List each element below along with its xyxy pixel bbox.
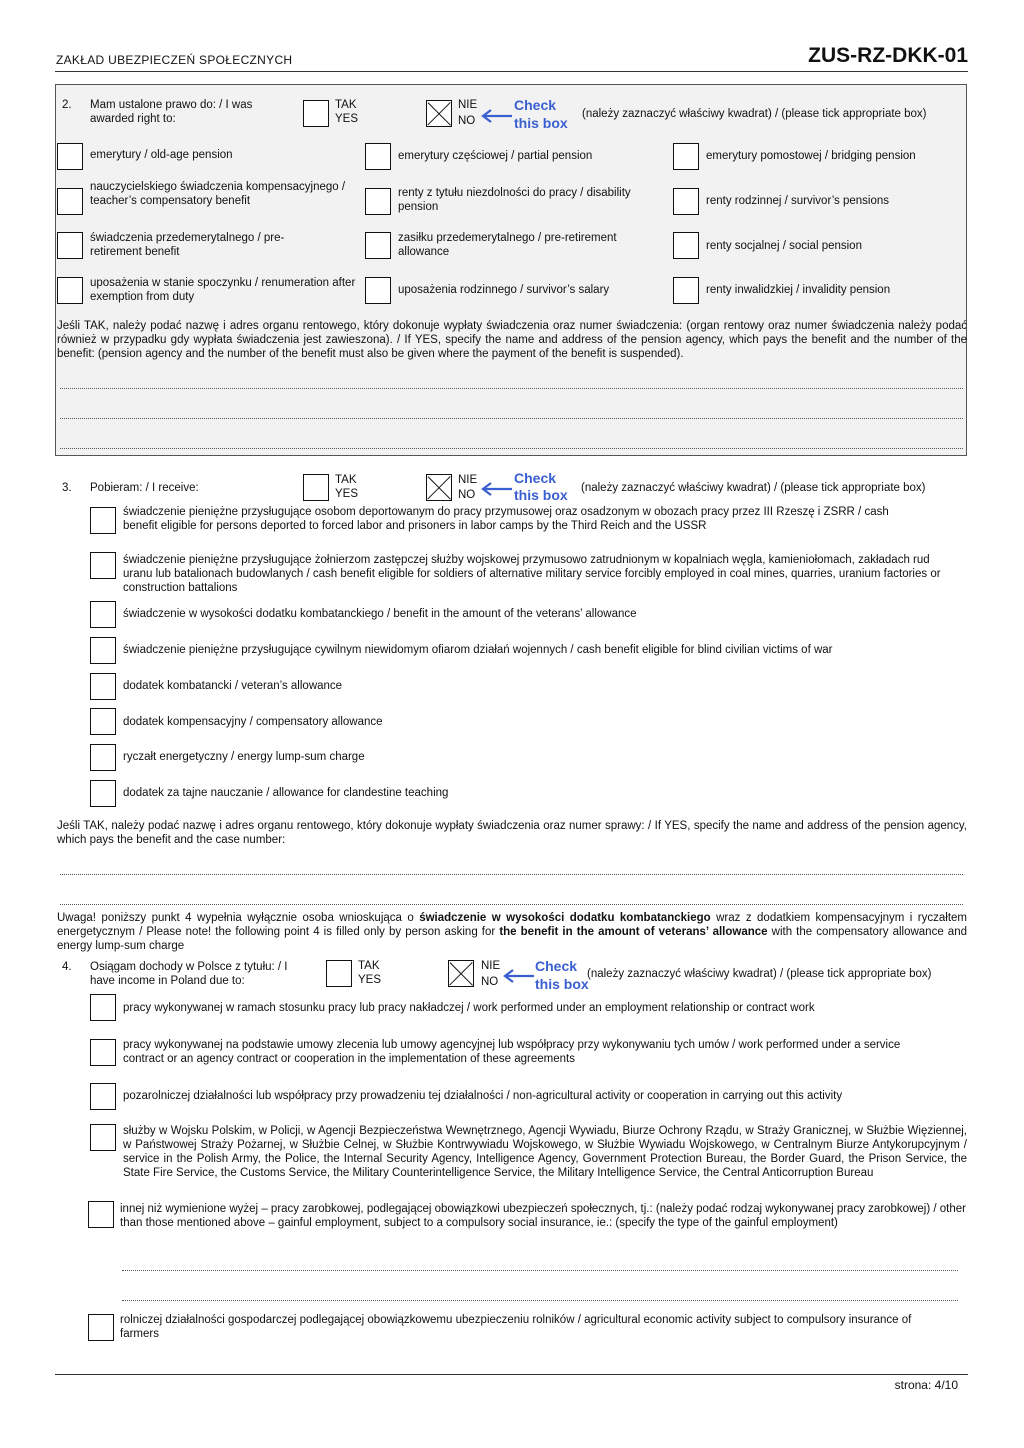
section-4-question: Osiągam dochody w Polsce z tytułu: / I have income in Poland due to: <box>90 961 288 987</box>
option-survivors-salary-label: uposażenia rodzinnego / survivor’s salary <box>398 284 610 296</box>
section-4-yes-checkbox[interactable] <box>326 960 352 987</box>
page-number: strona: 4/10 <box>894 1378 958 1392</box>
section-4-check-hint-line1: Check <box>535 958 578 974</box>
option-uniformed-service-checkbox[interactable] <box>90 1124 116 1151</box>
option-alternative-military-service-label: świadczenie pieniężne przysługujące żołnierzom zastępczej służby wojskowej przymusowo zatrudnionym w kopalniach węgla, kamieniołomach, zakładach rud uranu lub batalionach budowlanych / cash benefit eligible for soldiers of alternative military service forcibly employed in coal mines, quarries, uranium factories or construction battalions <box>123 554 941 594</box>
warning-bold-1: świadczenie w wysokości dodatku kombatanckiego <box>419 912 711 924</box>
option-survivors-pensions-label: renty rodzinnej / survivor’s pensions <box>706 195 890 207</box>
section-3-question: Pobieram: / I receive: <box>90 482 199 494</box>
option-pre-retirement-allowance-label: zasiłku przedemerytalnego / pre-retirement allowance <box>398 232 617 258</box>
option-bridging-pension-label: emerytury pomostowej / bridging pension <box>706 150 916 162</box>
option-survivors-pensions-checkbox[interactable] <box>673 188 699 215</box>
option-survivors-salary-checkbox[interactable] <box>365 277 391 304</box>
option-deported-forced-labor-label: świadczenie pieniężne przysługujące osobom deportowanym do pracy przymusowej oraz osadzonym w obozach pracy przez III Rzeszę i ZSRR / cash benefit eligible for persons deported to forced labor and prisoners in labor camps by the Third Reich and the USSR <box>123 506 889 532</box>
option-employment-relationship-checkbox[interactable] <box>90 994 116 1021</box>
form-code: ZUS-RZ-DKK-01 <box>808 44 968 67</box>
section-2-no-checkbox[interactable] <box>426 100 452 127</box>
section-4-yes-label: TAK YES <box>358 960 382 986</box>
section-2-hint: (należy zaznaczyć właściwy kwadrat) / (please tick appropriate box) <box>582 108 927 120</box>
option-blind-civilian-victims-label: świadczenie pieniężne przysługujące cywilnym niewidomym ofiarom działań wojennych / cash benefit eligible for blind civilian victims of war <box>123 644 833 656</box>
option-uniformed-service-label: służby w Wojsku Polskim, w Policji, w Agencji Bezpieczeństwa Wewnętrznego, Agencji Wywiadu, Biurze Ochrony Rządu, w Straży Granicznej, w Służbie Więziennej, w Państwowej Straży Pożarnej, w Służbie Celnej, w Służbie Kontrwywiadu Wojskowego, w Służbie Wywiadu Wojskowego, w Centralnym Biurze Antykorupcyjnym / service in the Polish Army, the Police, the Internal Security Agency, Intelligence Agency, Government Protection Bureau, the Border Guard, the Prison Service, the State Fire Service, the Customs Service, the Military Counterintelligence Service, the Military Intelligence Service, the Central Anticorruption Bureau <box>123 1125 967 1179</box>
section-3-note: Jeśli TAK, należy podać nazwę i adres organu rentowego, który dokonuje wypłaty świadczenia oraz numer sprawy: / If YES, specify the name and address of the pension agency, which pays the benefit and the case number: <box>57 820 967 846</box>
arrow-left-icon <box>502 968 536 984</box>
option-partial-pension-checkbox[interactable] <box>365 143 391 170</box>
option-veterans-allowance-label: dodatek kombatancki / veteran’s allowance <box>123 680 343 692</box>
option-energy-lump-sum-label: ryczałt energetyczny / energy lump-sum charge <box>123 751 365 763</box>
warning-bold-2: the benefit in the amount of veterans’ allowance <box>499 926 768 938</box>
warning-text-part3: with the compensatory allowance and energy lump-sum charge <box>57 926 967 952</box>
option-social-pension-label: renty socjalnej / social pension <box>706 240 862 252</box>
section-4-no-label-en: NO <box>481 976 499 988</box>
arrow-left-icon <box>480 108 514 124</box>
option-alternative-military-service-checkbox[interactable] <box>90 552 116 579</box>
section-3-answer-line-2[interactable] <box>60 904 963 905</box>
section-3-no-label-en: NO <box>458 489 476 501</box>
section-3-hint: (należy zaznaczyć właściwy kwadrat) / (please tick appropriate box) <box>581 482 926 494</box>
institution-name: ZAKŁAD UBEZPIECZEŃ SPOŁECZNYCH <box>56 53 293 67</box>
option-partial-pension-label: emerytury częściowej / partial pension <box>398 150 593 162</box>
section-4-number: 4. <box>62 961 72 973</box>
option-invalidity-pension-checkbox[interactable] <box>673 277 699 304</box>
option-pre-retirement-benefit-label: świadczenia przedemerytalnego / pre-retirement benefit <box>90 232 285 258</box>
section-3-check-hint-line2: this box <box>514 487 568 503</box>
option-old-age-pension-label: emerytury / old-age pension <box>90 149 233 161</box>
section-2-no-label-en: NO <box>458 115 476 127</box>
section-2-box <box>55 84 967 456</box>
section-4-no-label-pl: NIE <box>481 960 501 972</box>
option-compensatory-allowance-label: dodatek kompensacyjny / compensatory allowance <box>123 716 383 728</box>
section-3-yes-label: TAK YES <box>335 474 359 500</box>
option-agricultural-activity-checkbox[interactable] <box>88 1314 114 1341</box>
option-non-agricultural-activity-label: pozarolniczej działalności lub współpracy przy prowadzeniu tej działalności / non-agricultural activity or cooperation in carrying out this activity <box>123 1090 843 1102</box>
option-pre-retirement-allowance-checkbox[interactable] <box>365 232 391 259</box>
footer-rule <box>55 1374 968 1375</box>
option-deported-forced-labor-checkbox[interactable] <box>90 507 116 534</box>
option-veterans-allowance-checkbox[interactable] <box>90 673 116 700</box>
section-2-question: Mam ustalone prawo do: / I was awarded right to: <box>90 99 253 125</box>
option-old-age-pension-checkbox[interactable] <box>57 143 83 170</box>
option-pre-retirement-benefit-checkbox[interactable] <box>57 232 83 259</box>
section-3-no-checkbox[interactable] <box>426 474 452 501</box>
option-compensatory-allowance-checkbox[interactable] <box>90 708 116 735</box>
option-other-gainful-employment-label: innej niż wymienione wyżej – pracy zarobkowej, podlegającej obowiązkowi ubezpieczeń społecznych, tj.: (należy podać rodzaj wykonywanej pracy zarobkowej) / other than those mentioned above – gainful employment, subject to a compulsory social insurance, ie.: (specify the type of the gainful employment) <box>120 1203 966 1229</box>
option-teacher-compensatory-checkbox[interactable] <box>57 188 83 215</box>
option-employment-relationship-label: pracy wykonywanej w ramach stosunku pracy lub pracy nakładczej / work performed under an employment relationship or contract work <box>123 1002 815 1014</box>
option-social-pension-checkbox[interactable] <box>673 232 699 259</box>
option-clandestine-teaching-checkbox[interactable] <box>90 780 116 807</box>
option-bridging-pension-checkbox[interactable] <box>673 143 699 170</box>
option-service-contract-label: pracy wykonywanej na podstawie umowy zlecenia lub umowy agencyjnej lub współpracy przy wykonywaniu tych umów / work performed under a service contract or an agency contract or cooperation in the implementation of these agreements <box>123 1039 901 1065</box>
option-veterans-allowance-benefit-label: świadczenie w wysokości dodatku kombatanckiego / benefit in the amount of the veterans’ allowance <box>123 608 637 620</box>
section-4-check-hint-line2: this box <box>535 976 589 992</box>
section-3-no-label-pl: NIE <box>458 474 478 486</box>
section-3-number: 3. <box>62 482 72 494</box>
header-rule <box>55 71 968 72</box>
section-4-warning <box>57 911 967 953</box>
warning-text-part1: Uwaga! poniższy punkt 4 wypełnia wyłącznie osoba wnioskująca o <box>57 912 420 924</box>
section-2-note: Jeśli TAK, należy podać nazwę i adres organu rentowego, który dokonuje wypłaty świadczenia oraz numer świadczenia: (organ rentowy oraz numer świadczenia należy podać również w przypadku gdy wypłata świadczenia jest zawieszona). / If YES, specify the name and address of the pension agency, which pays the benefit and the number of the benefit: (pension agency and the number of the benefit must also be given where the payment of the benefit is suspended). <box>57 320 967 360</box>
section-3-answer-line-1[interactable] <box>60 874 963 875</box>
section-3-yes-checkbox[interactable] <box>303 474 329 501</box>
section-2-yes-label: TAK YES <box>335 99 359 125</box>
warning-text-part2: wraz z dodatkiem kompensacyjnym i ryczałtem energetycznym / Please note! the following point 4 is filled only by person asking for <box>57 912 967 938</box>
option-disability-pension-checkbox[interactable] <box>365 188 391 215</box>
section-4-no-checkbox[interactable] <box>448 960 474 987</box>
option-renumeration-checkbox[interactable] <box>57 277 83 304</box>
option-teacher-compensatory-label: nauczycielskiego świadczenia kompensacyjnego / teacher’s compensatory benefit <box>90 181 346 207</box>
section-3-check-hint-line1: Check <box>514 470 557 486</box>
section-2-no-label-pl: NIE <box>458 99 478 111</box>
option-disability-pension-label: renty z tytułu niezdolności do pracy / disability pension <box>398 187 631 213</box>
option-blind-civilian-victims-checkbox[interactable] <box>90 637 116 664</box>
option-veterans-allowance-benefit-checkbox[interactable] <box>90 601 116 628</box>
other-employment-answer-line-1[interactable] <box>122 1270 958 1271</box>
section-2-number: 2. <box>62 99 72 111</box>
option-non-agricultural-activity-checkbox[interactable] <box>90 1083 116 1110</box>
option-clandestine-teaching-label: dodatek za tajne nauczanie / allowance for clandestine teaching <box>123 787 449 799</box>
section-2-check-hint-line2: this box <box>514 115 568 131</box>
arrow-left-icon <box>480 481 514 497</box>
section-2-yes-checkbox[interactable] <box>303 100 329 127</box>
section-2-answer-line-1[interactable] <box>60 388 963 389</box>
option-energy-lump-sum-checkbox[interactable] <box>90 744 116 771</box>
section-4-hint: (należy zaznaczyć właściwy kwadrat) / (please tick appropriate box) <box>587 968 932 980</box>
section-2-answer-line-3[interactable] <box>60 448 963 449</box>
option-service-contract-checkbox[interactable] <box>90 1039 116 1066</box>
option-other-gainful-employment-checkbox[interactable] <box>88 1201 114 1228</box>
other-employment-answer-line-2[interactable] <box>122 1300 958 1301</box>
section-2-check-hint-line1: Check <box>514 97 557 113</box>
option-agricultural-activity-label: rolniczej działalności gospodarczej podlegającej obowiązkowemu ubezpieczeniu rolników / agricultural economic activity subject to compulsory insurance of farmers <box>120 1314 912 1340</box>
option-renumeration-label: uposażenia w stanie spoczynku / renumeration after exemption from duty <box>90 277 356 303</box>
section-2-answer-line-2[interactable] <box>60 418 963 419</box>
option-invalidity-pension-label: renty inwalidzkiej / invalidity pension <box>706 284 891 296</box>
